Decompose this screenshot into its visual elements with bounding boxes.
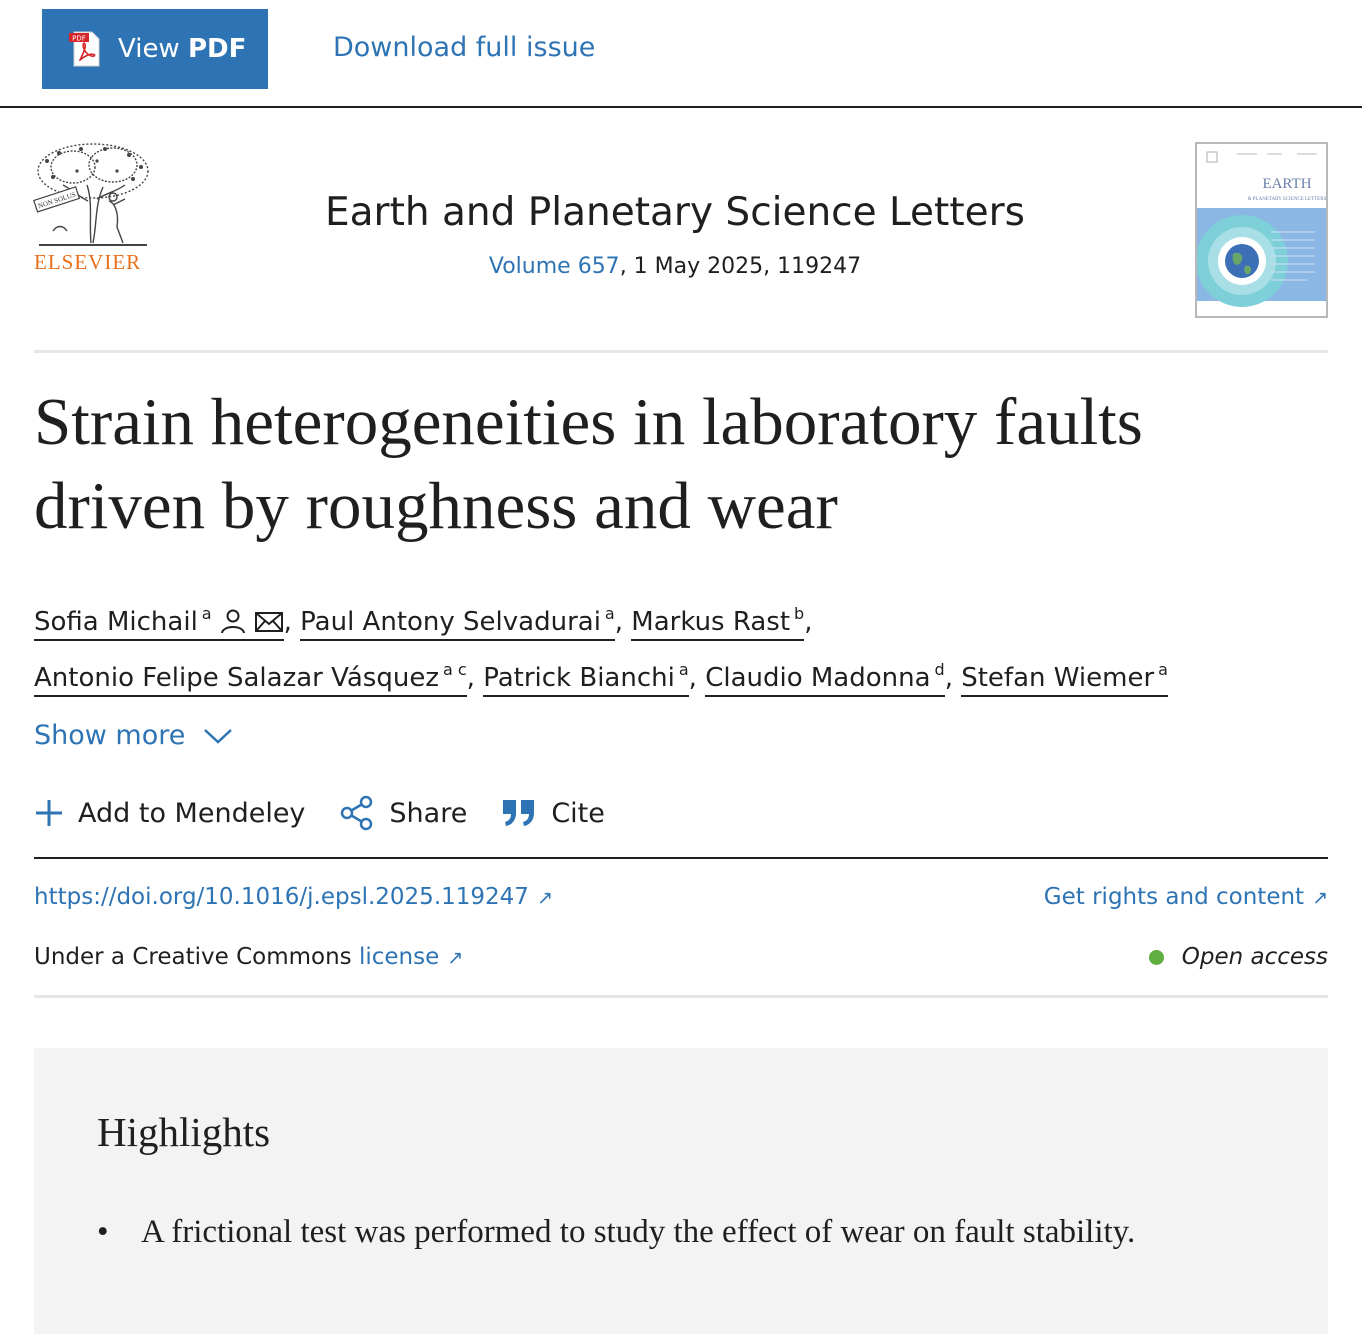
- share-icon: [339, 795, 375, 831]
- external-link-icon: ↗: [1312, 887, 1328, 909]
- get-rights-link[interactable]: Get rights and content ↗: [1043, 884, 1328, 910]
- author-link[interactable]: Claudio Madonna $^d$: [705, 663, 945, 697]
- author-link[interactable]: Stefan Wiemer $^a$: [961, 663, 1168, 697]
- highlight-text: A frictional test was performed to study the effect of wear on fault stability.: [141, 1214, 1136, 1250]
- author-separator: ,: [466, 663, 475, 693]
- list-item: [97, 1206, 1147, 1258]
- show-more-button[interactable]: [34, 720, 233, 751]
- open-access-dot-icon: [1149, 950, 1164, 965]
- author-separator: ,: [283, 607, 292, 637]
- author-link[interactable]: Paul Antony Selvadurai $^a$: [300, 607, 615, 641]
- journal-title[interactable]: Earth and Planetary Science Letters: [325, 190, 1025, 235]
- show-more-label: Show more: [34, 720, 186, 751]
- author-separator: ,: [614, 607, 623, 637]
- author-separator: ,: [944, 663, 953, 693]
- article-title: Strain heterogeneities in laboratory faults driven by roughness and wear: [34, 385, 1143, 543]
- open-access-label: Open access: [1181, 944, 1328, 970]
- doi-link[interactable]: https://doi.org/10.1016/j.epsl.2025.119247 ↗: [34, 884, 553, 910]
- person-icon: [220, 608, 246, 634]
- highlights-heading: Highlights: [97, 1109, 271, 1155]
- author-separator: ,: [804, 607, 813, 637]
- author-link[interactable]: Patrick Bianchi $^a$: [483, 663, 688, 697]
- pdf-icon: [66, 30, 104, 68]
- article-actions: [34, 795, 639, 831]
- license-link[interactable]: license ↗: [358, 944, 464, 970]
- highlights-section: [34, 1048, 1328, 1334]
- author-list: [34, 590, 1324, 702]
- add-to-mendeley-button[interactable]: [34, 798, 305, 829]
- issue-date: , 1 May 2025, 119247: [619, 254, 862, 279]
- cover-subtitle: & PLANETARY SCIENCE LETTERS: [1247, 197, 1326, 202]
- view-pdf-label: View PDF: [118, 34, 247, 64]
- logo-motto: NON SOLUS: [37, 190, 77, 211]
- elsevier-wordmark: ELSEVIER: [34, 250, 142, 274]
- bullet-icon: •: [97, 1214, 109, 1250]
- top-toolbar: [0, 0, 1362, 108]
- cite-label: Cite: [551, 797, 605, 829]
- share-button[interactable]: [339, 795, 467, 831]
- external-link-icon: ↗: [447, 947, 464, 969]
- download-full-issue-link[interactable]: Download full issue: [333, 32, 596, 63]
- plus-icon: [34, 798, 64, 828]
- cover-art: [1197, 144, 1326, 316]
- quote-icon: [501, 798, 537, 828]
- meta-divider: [34, 995, 1328, 998]
- header-divider: [34, 350, 1328, 353]
- mendeley-label: Add to Mendeley: [78, 797, 306, 829]
- cover-title: EARTH: [1262, 176, 1312, 192]
- author-link[interactable]: Sofia Michail $^a$: [34, 607, 284, 641]
- volume-line: [240, 254, 1110, 279]
- license-line: [34, 944, 463, 970]
- license-prefix: Under a Creative Commons: [34, 944, 359, 970]
- volume-link[interactable]: Volume 657: [488, 254, 620, 279]
- pdf-badge-text: PDF: [72, 34, 86, 43]
- actions-divider: [34, 857, 1328, 859]
- share-label: Share: [389, 797, 468, 829]
- envelope-icon: [254, 610, 284, 634]
- author-separator: ,: [688, 663, 697, 693]
- journal-cover-thumbnail[interactable]: [1195, 142, 1328, 318]
- author-link[interactable]: Antonio Felipe Salazar Vásquez $^{a c}$: [34, 663, 467, 697]
- open-access-badge: [1149, 944, 1328, 970]
- author-link[interactable]: Markus Rast $^b$: [631, 607, 804, 641]
- chevron-down-icon: [203, 727, 233, 745]
- view-pdf-button[interactable]: [42, 9, 268, 89]
- external-link-icon: ↗: [536, 887, 553, 909]
- cite-button[interactable]: [501, 798, 605, 829]
